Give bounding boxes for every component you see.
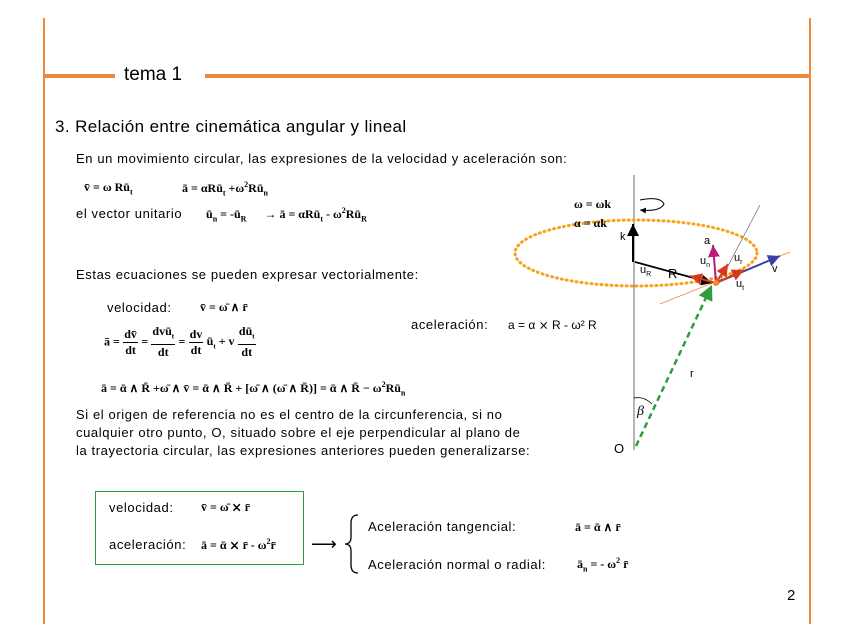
header-rule-left bbox=[43, 74, 115, 78]
acceleration-formula: ā = αRū$_t$ $+\omega^2Rū_n$ bbox=[182, 180, 268, 198]
box-velocity-formula: v̄ = ω̄ ⨯ r̄ bbox=[201, 500, 250, 514]
acceleration-label: aceleración: bbox=[411, 317, 489, 332]
alpha-label: α = αk bbox=[574, 216, 607, 230]
unit-vector-formula: $ū_n$ = $-ū_R$ → ā = αRū$_t$ - $\omega^2Rū_R$ bbox=[206, 206, 367, 224]
tangential-label: Aceleración tangencial: bbox=[368, 519, 517, 534]
omega-label: ω = ωk bbox=[574, 197, 612, 211]
particle-point bbox=[713, 280, 719, 286]
k-label: k bbox=[620, 231, 626, 243]
header-rule-right bbox=[205, 74, 811, 78]
box-acceleration-label: aceleración: bbox=[109, 537, 187, 552]
rotation-arrow-icon bbox=[640, 199, 664, 211]
ut-label: $u_t$ bbox=[736, 278, 745, 293]
v-label: v bbox=[772, 263, 778, 275]
header-title: tema 1 bbox=[124, 64, 183, 85]
paragraph-line-1: Si el origen de referencia no es el centro de la circunferencia, si no bbox=[76, 407, 503, 422]
velocity-formula: v̄ = ω $Rū_t$ bbox=[84, 180, 133, 197]
velocity-label: velocidad: bbox=[107, 300, 172, 315]
box-acceleration-formula: ā = ᾱ ⨯ r̄ - $\omega^2r̄$ bbox=[201, 537, 276, 552]
vectorial-text: Estas ecuaciones se pueden expresar vectorialmente: bbox=[76, 267, 419, 282]
R-label: R bbox=[668, 266, 678, 281]
un-label: $u_n$ bbox=[700, 255, 711, 270]
r-vector bbox=[636, 285, 712, 446]
brace-icon bbox=[344, 513, 360, 575]
right-arrow: ⟶ bbox=[311, 534, 337, 554]
circular-motion-diagram bbox=[500, 170, 810, 470]
acceleration-derivative-formula: ā = $\frac{dv̄}{dt}$ = $\frac{dvū_t}{dt}$ = $\frac{dv}{dt}$ $ū_t + v$ $\frac{dū_t}{dt}$ bbox=[104, 324, 255, 360]
acceleration-scalar-formula: a = α ⨯ R - ω² R bbox=[508, 318, 597, 332]
section-title: 3. Relación entre cinemática angular y lineal bbox=[55, 117, 407, 136]
ur-label: $u_r$ bbox=[734, 252, 743, 267]
paragraph-line-3: la trayectoria circular, las expresiones anteriores pueden generalizarse: bbox=[76, 443, 531, 458]
acceleration-long-formula: ā = ᾱ ∧ R̄ +ω̄ ∧ v̄ = ᾱ ∧ R̄ + [ω̄ ∧ (ω̄ ∧ R̄)] = ᾱ ∧ R̄ − $\omega^2Rū_n$ bbox=[101, 380, 406, 398]
velocity-vector-formula: v̄ = ω̄ ∧ r̄ bbox=[200, 300, 248, 314]
beta-label: β bbox=[637, 404, 644, 419]
left-border-line bbox=[43, 18, 45, 624]
r-label: r bbox=[690, 368, 694, 380]
tangential-formula: ā = ᾱ ∧ r̄ bbox=[575, 520, 621, 534]
intro-text: En un movimiento circular, las expresiones de la velocidad y aceleración son: bbox=[76, 151, 568, 166]
normal-formula: $ā_n$ = - $\omega^2$ r̄ bbox=[577, 556, 629, 574]
uR-label: $u_R$ bbox=[640, 264, 652, 279]
normal-label: Aceleración normal o radial: bbox=[368, 557, 546, 572]
a-label: a bbox=[704, 235, 711, 247]
unit-vector-label: el vector unitario bbox=[76, 206, 183, 221]
origin-label: O bbox=[614, 441, 625, 456]
paragraph-line-2: cualquier otro punto, O, situado sobre el eje perpendicular al plano de bbox=[76, 425, 521, 440]
page-number: 2 bbox=[787, 587, 796, 604]
box-velocity-label: velocidad: bbox=[109, 500, 174, 515]
